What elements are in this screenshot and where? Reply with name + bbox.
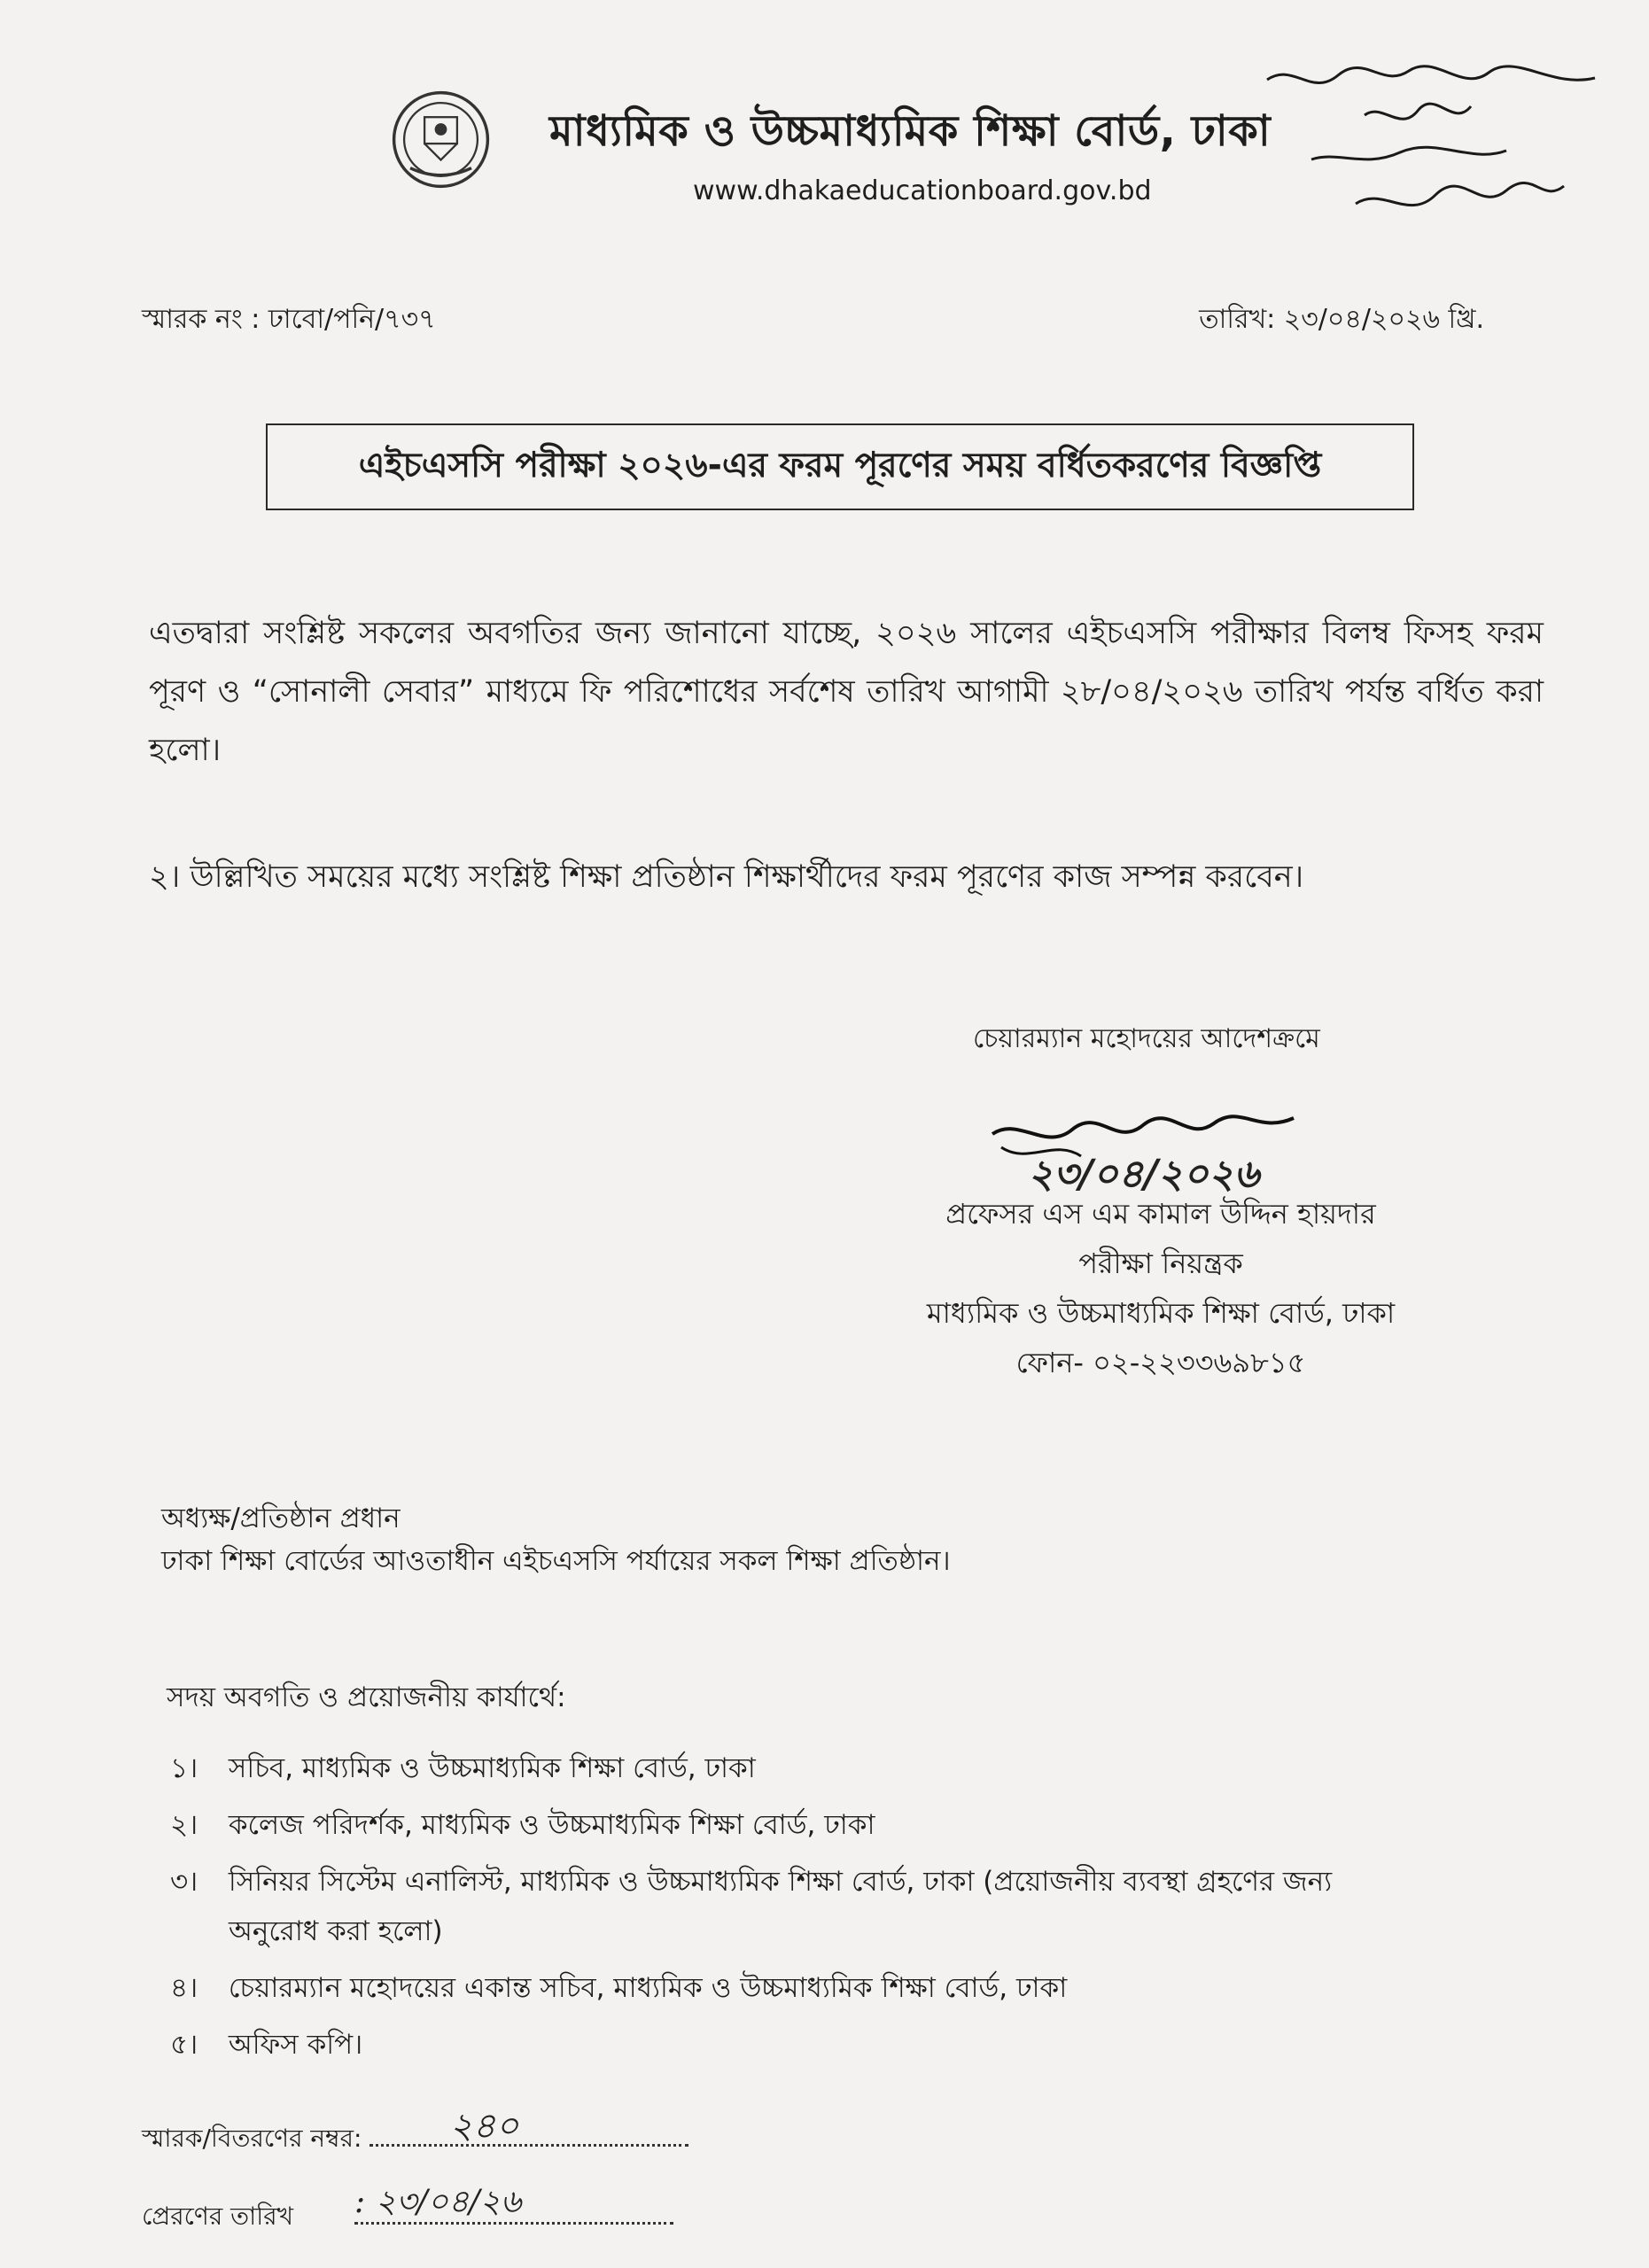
- memo-date: তারিখ: ২৩/০৪/২০২৬ খ্রি.: [1199, 304, 1484, 335]
- copies-heading: সদয় অবগতি ও প্রয়োজনীয় কার্যার্থে:: [167, 1682, 566, 1713]
- body-paragraph-1: এতদ্বারা সংশ্লিষ্ট সকলের অবগতির জন্য জানানো যাচ্ছে, ২০২৬ সালের এইচএসসি পরীক্ষার বিলম্ব ফিসহ ফরম পূরণ ও “সোনালী সেবার” মাধ্যমে ফি পরিশোধের সর্বশেষ তারিখ আগামী ২৮/০৪/২০২৬ তারিখ পর্যন্ত বর্ধিত করা হলো।: [149, 616, 1544, 768]
- notice-title: এইচএসসি পরীক্ষা ২০২৬-এর ফরম পূরণের সময় বর্ধিতকরণের বিজ্ঞপ্তি: [266, 423, 1414, 510]
- list-item-text: অফিস কপি।: [228, 2029, 363, 2061]
- list-item-text: কলেজ পরিদর্শক, মাধ্যমিক ও উচ্চমাধ্যমিক শিক্ষা বোর্ড, ঢাকা: [228, 1809, 875, 1841]
- copies-list: [170, 1744, 1455, 2077]
- list-item-number: ১।: [170, 1752, 198, 1784]
- list-item-number: ২।: [170, 1809, 198, 1841]
- list-item-number: ৫।: [170, 2029, 198, 2061]
- list-item-text: সিনিয়র সিস্টেম এনালিস্ট, মাধ্যমিক ও উচ্চমাধ্যমিক শিক্ষা বোর্ড, ঢাকা (প্রয়োজনীয় ব্যবস্থা গ্রহণের জন্য: [228, 1866, 1333, 1898]
- list-item: [170, 1963, 1455, 2013]
- body-paragraph-2: ২। উল্লিখিত সময়ের মধ্যে সংশ্লিষ্ট শিক্ষা প্রতিষ্ঠান শিক্ষার্থীদের ফরম পূরণের কাজ সম্পন্ন করবেন।: [149, 859, 1304, 895]
- dispatch-date-row: [142, 2184, 673, 2239]
- dispatch-date-label: প্রেরণের তারিখ: [142, 2202, 294, 2231]
- board-seal-logo: [390, 89, 492, 190]
- dispatch-date-value: : ২৩/০৪/২৬: [354, 2184, 522, 2220]
- list-item: [170, 1800, 1455, 1850]
- signer-office: মাধ্যমিক ও উচ্চমাধ্যমিক শিক্ষা বোর্ড, ঢাকা: [926, 1296, 1396, 1330]
- board-name-heading: মাধ্যমিক ও উচ্চমাধ্যমিক শিক্ষা বোর্ড, ঢাকা: [549, 106, 1272, 156]
- list-item-text: চেয়ারম্যান মহোদয়ের একান্ত সচিব, মাধ্যমিক ও উচ্চমাধ্যমিক শিক্ষা বোর্ড, ঢাকা: [228, 1972, 1068, 2004]
- dispatch-number-label: স্মারক/বিতরণের নম্বর:: [142, 2124, 362, 2153]
- signature-order-line: চেয়ারম্যান মহোদয়ের আদেশক্রমে: [973, 1023, 1320, 1054]
- board-website[interactable]: www.dhakaeducationboard.gov.bd: [693, 175, 1152, 206]
- list-item: [170, 1744, 1455, 1793]
- list-item-text: সচিব, মাধ্যমিক ও উচ্চমাধ্যমিক শিক্ষা বোর্ড, ঢাকা: [228, 1752, 756, 1784]
- memo-number: স্মারক নং : ঢাবো/পনি/৭৩৭: [142, 304, 436, 335]
- signer-phone: ফোন- ০২-২২৩৩৬৯৮১৫: [1015, 1346, 1306, 1379]
- signer-block: [851, 1189, 1471, 1387]
- signature-date-handwritten: ২৩/০৪/২০২৬: [1028, 1152, 1259, 1197]
- dispatch-number-field: [369, 2106, 688, 2147]
- dispatch-number-value: ২৪০: [449, 2106, 519, 2147]
- list-item: [170, 2020, 1455, 2070]
- list-item-number: ৩।: [170, 1866, 198, 1898]
- signer-designation: পরীক্ষা নিয়ন্ত্রক: [1078, 1247, 1243, 1280]
- signer-name: প্রফেসর এস এম কামাল উদ্দিন হায়দার: [945, 1197, 1376, 1231]
- list-item-number: ৪।: [170, 1972, 198, 2004]
- recipient-line-2: ঢাকা শিক্ষা বোর্ডের আওতাধীন এইচএসসি পর্যায়ের সকল শিক্ষা প্রতিষ্ঠান।: [161, 1545, 951, 1577]
- list-item: [170, 1857, 1455, 1956]
- dispatch-date-field: [354, 2184, 673, 2225]
- dispatch-number-row: [142, 2106, 688, 2161]
- recipient-line-1: অধ্যক্ষ/প্রতিষ্ঠান প্রধান: [161, 1503, 401, 1534]
- list-item-continuation: অনুরোধ করা হলো): [229, 1915, 443, 1947]
- handwritten-annotation: [1258, 53, 1613, 248]
